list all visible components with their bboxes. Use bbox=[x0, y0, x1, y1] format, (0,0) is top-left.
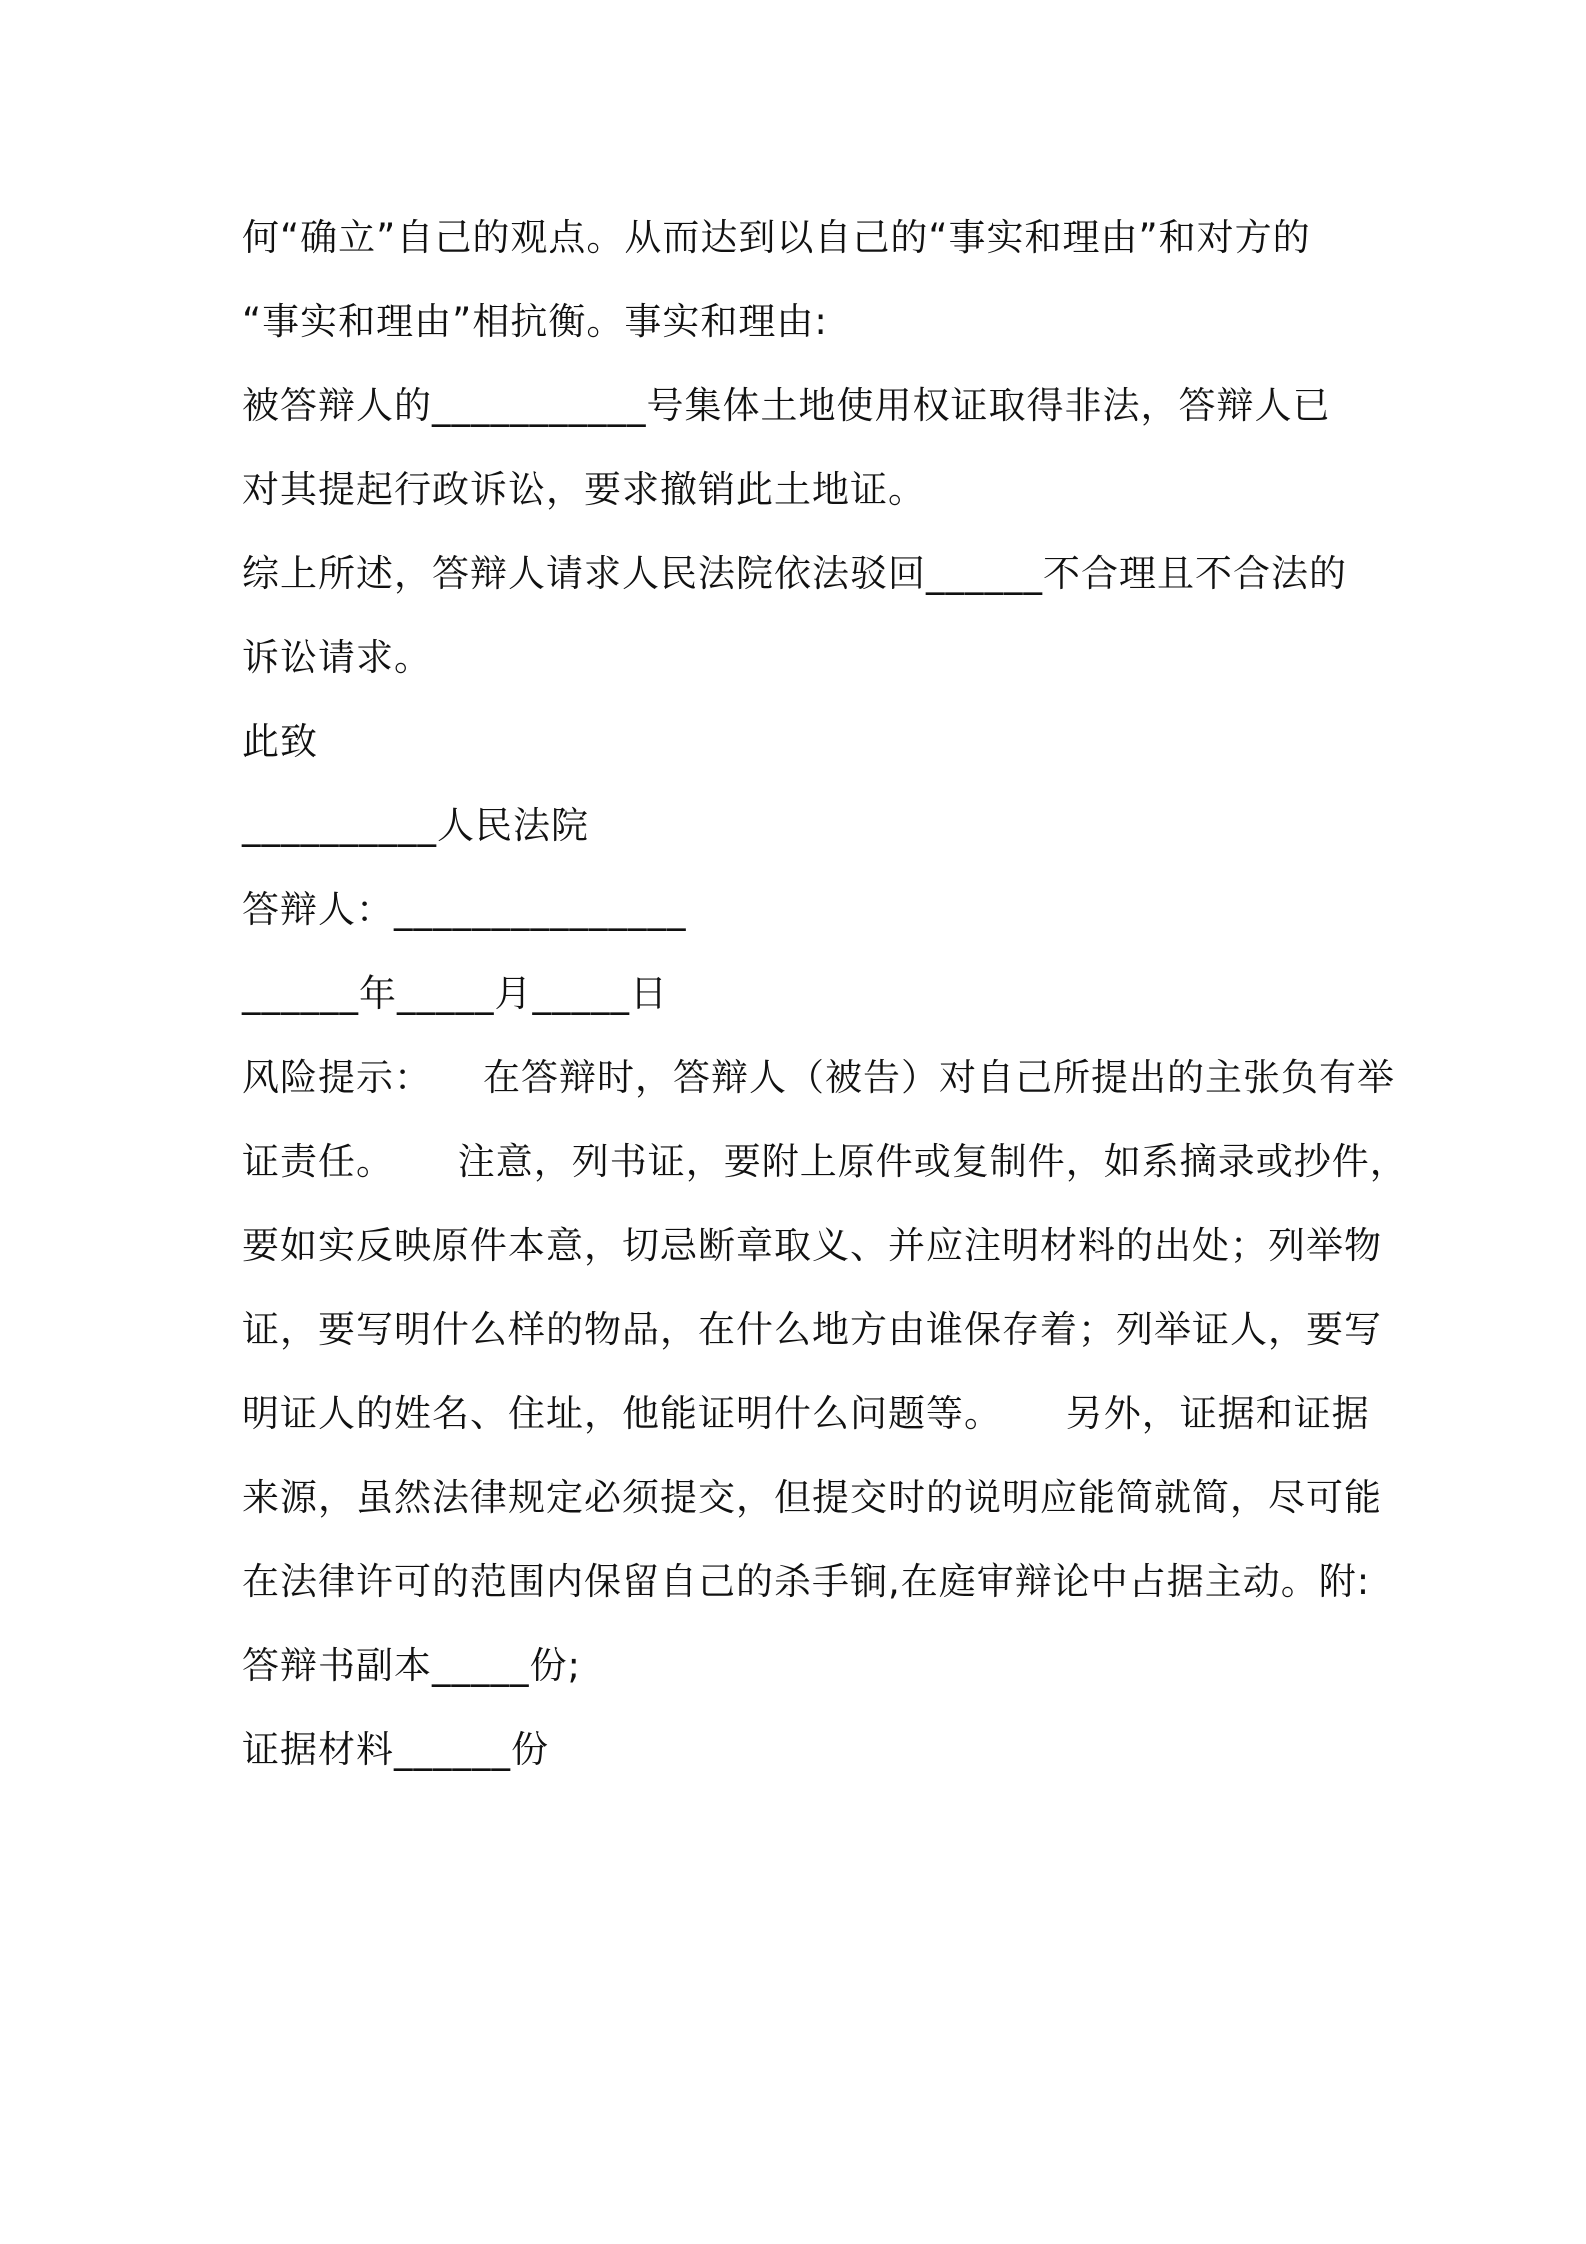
text-line: “事实和理由”相抗衡。事实和理由: bbox=[242, 300, 828, 343]
text-line: 证责任。 注意，列书证，要附上原件或复制件，如系摘录或抄件， bbox=[242, 1140, 1408, 1183]
text-line: 明证人的姓名、住址，他能证明什么问题等。 另外，证据和证据 bbox=[242, 1392, 1370, 1435]
text-line: 何“确立”自己的观点。从而达到以自己的“事实和理由”和对方的 bbox=[242, 216, 1311, 259]
text-line: 要如实反映原件本意，切忌断章取义、并应注明材料的出处；列举物 bbox=[242, 1224, 1382, 1267]
text-line: 答辩书副本_____份; bbox=[242, 1644, 581, 1687]
text-line: ______年_____月_____日 bbox=[242, 972, 668, 1015]
document-body bbox=[242, 196, 1408, 1792]
text-line: 被答辩人的___________号集体土地使用权证取得非法，答辩人已 bbox=[242, 384, 1331, 427]
text-line: 对其提起行政诉讼，要求撤销此土地证。 bbox=[242, 468, 926, 511]
text-line: 答辩人：_______________ bbox=[242, 888, 687, 931]
text-line: 此致 bbox=[242, 720, 318, 763]
text-line: 在法律许可的范围内保留自己的杀手锏,在庭审辩论中占据主动。附: bbox=[242, 1560, 1371, 1603]
text-line: 综上所述，答辩人请求人民法院依法驳回______不合理且不合法的 bbox=[242, 552, 1347, 595]
text-line: __________人民法院 bbox=[242, 804, 589, 847]
text-line: 风险提示： 在答辩时，答辩人（被告）对自己所提出的主张负有举 bbox=[242, 1056, 1396, 1099]
text-line: 来源，虽然法律规定必须提交，但提交时的说明应能简就简，尽可能 bbox=[242, 1476, 1382, 1519]
text-line: 诉讼请求。 bbox=[242, 636, 432, 679]
text-line: 证据材料______份 bbox=[242, 1728, 549, 1771]
text-line: 证，要写明什么样的物品，在什么地方由谁保存着；列举证人，要写 bbox=[242, 1308, 1382, 1351]
